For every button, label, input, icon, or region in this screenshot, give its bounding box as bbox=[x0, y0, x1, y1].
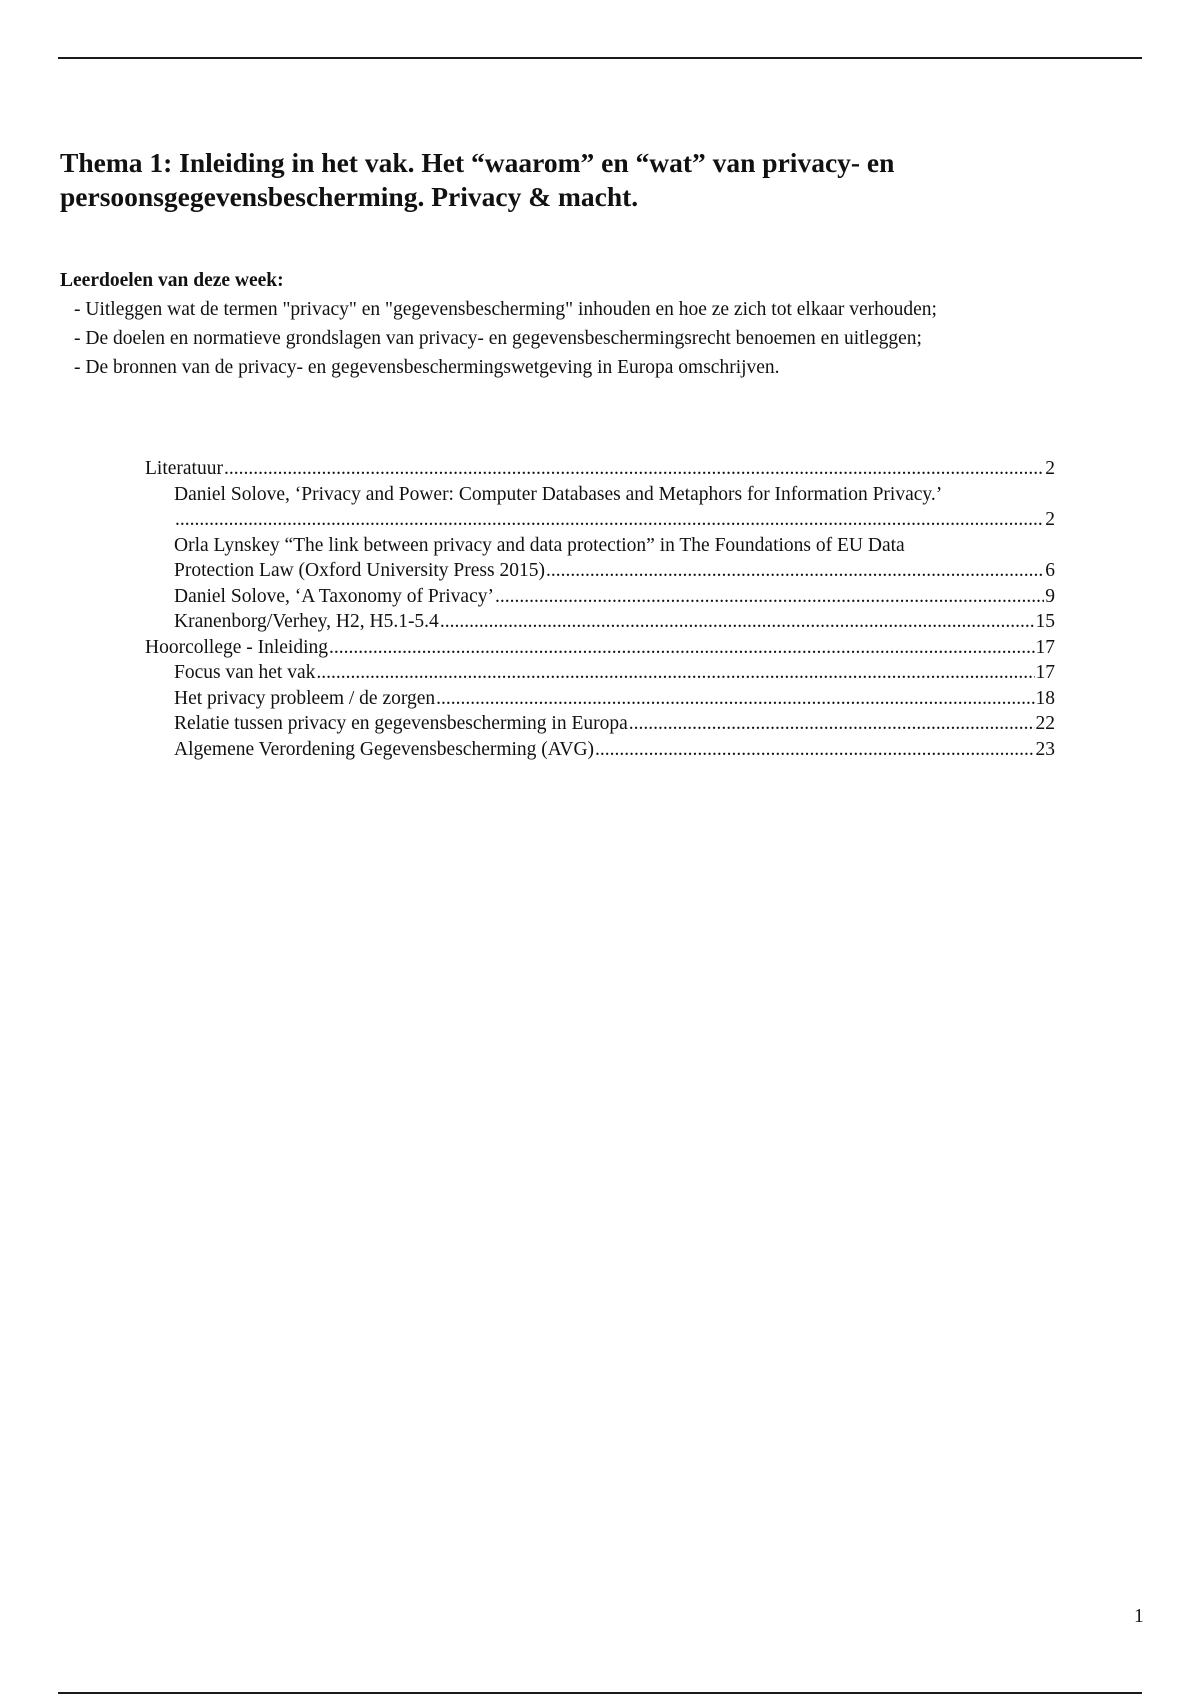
toc-leader-dots bbox=[495, 584, 1044, 610]
toc-page-number: 18 bbox=[1035, 687, 1055, 709]
toc-leader-dots bbox=[316, 660, 1034, 686]
toc-entry-privacy-probleem[interactable] bbox=[145, 686, 1055, 712]
toc-leader-dots bbox=[440, 609, 1035, 635]
toc-entry-text: Daniel Solove, ‘A Taxonomy of Privacy’ bbox=[174, 585, 494, 607]
objective-item: - De doelen en normatieve grondslagen van privacy- en gegevensbeschermingsrecht benoemen en uitleggen; bbox=[74, 328, 922, 349]
toc-entry-focus[interactable] bbox=[145, 660, 1055, 686]
toc-entry-solove-privacy-power[interactable] bbox=[145, 482, 1055, 533]
toc-page-number: 15 bbox=[1035, 611, 1055, 632]
objectives-heading: Leerdoelen van deze week: bbox=[60, 270, 284, 291]
toc-page-number: 2 bbox=[1045, 458, 1055, 479]
toc-page-number: 2 bbox=[1045, 509, 1055, 530]
learning-objectives bbox=[60, 266, 1160, 382]
toc-leader-dots bbox=[546, 558, 1044, 584]
toc-leader-dots bbox=[595, 737, 1034, 763]
toc-entry-text: Focus van het vak bbox=[174, 662, 316, 683]
toc-entry-text: Daniel Solove, ‘Privacy and Power: Computer Databases and Metaphors for Information Privacy.’ bbox=[174, 483, 943, 505]
toc-entry-solove-taxonomy[interactable] bbox=[145, 584, 1055, 610]
table-of-contents bbox=[145, 456, 1055, 762]
objective-item: - Uitleggen wat de termen "privacy" en "gegevensbescherming" inhouden en hoe ze zich tot elkaar verhouden; bbox=[74, 299, 937, 320]
toc-page-number: 9 bbox=[1045, 585, 1055, 607]
toc-page-number: 17 bbox=[1035, 662, 1055, 683]
toc-leader-dots bbox=[329, 635, 1034, 661]
toc-leader-dots bbox=[224, 456, 1044, 482]
toc-entry-text: Literatuur bbox=[145, 458, 223, 479]
toc-entry-relatie[interactable] bbox=[145, 711, 1055, 737]
page-title bbox=[60, 146, 1060, 214]
toc-entry-text: Hoorcollege - Inleiding bbox=[145, 636, 329, 658]
toc-page-number: 22 bbox=[1035, 713, 1055, 734]
toc-entry-text: Kranenborg/Verhey, H2, H5.1-5.4 bbox=[174, 611, 439, 632]
toc-entry-hoorcollege[interactable] bbox=[145, 635, 1055, 661]
toc-entry-lynskey[interactable] bbox=[145, 533, 1055, 584]
title-line-1: Thema 1: Inleiding in het vak. Het “waarom” en “wat” van privacy- en bbox=[60, 147, 895, 178]
toc-leader-dots bbox=[436, 686, 1034, 712]
page-number: 1 bbox=[1134, 1606, 1144, 1627]
toc-page-number: 23 bbox=[1035, 738, 1055, 760]
toc-entry-text: Orla Lynskey “The link between privacy and data protection” in The Foundations of EU Data bbox=[174, 534, 905, 556]
footer-rule bbox=[58, 1692, 1142, 1694]
toc-page-number: 17 bbox=[1035, 636, 1055, 658]
title-line-2: persoonsgegevensbescherming. Privacy & macht. bbox=[60, 181, 639, 212]
toc-entry-text: Het privacy probleem / de zorgen bbox=[174, 687, 436, 709]
toc-entry-literatuur[interactable] bbox=[145, 456, 1055, 482]
toc-entry-text: Algemene Verordening Gegevensbescherming (AVG) bbox=[174, 738, 595, 760]
objective-item: - De bronnen van de privacy- en gegevensbeschermingswetgeving in Europa omschrijven. bbox=[74, 357, 780, 378]
header-rule bbox=[58, 57, 1142, 59]
toc-entry-text-continued: Protection Law (Oxford University Press 2015) bbox=[174, 560, 545, 581]
objectives-list bbox=[60, 295, 1160, 382]
toc-entry-kranenborg-verhey[interactable] bbox=[145, 609, 1055, 635]
toc-leader-dots bbox=[175, 507, 1044, 533]
toc-entry-avg[interactable] bbox=[145, 737, 1055, 763]
toc-page-number: 6 bbox=[1045, 560, 1055, 581]
toc-entry-text: Relatie tussen privacy en gegevensbescherming in Europa bbox=[174, 713, 628, 734]
toc-leader-dots bbox=[629, 711, 1035, 737]
